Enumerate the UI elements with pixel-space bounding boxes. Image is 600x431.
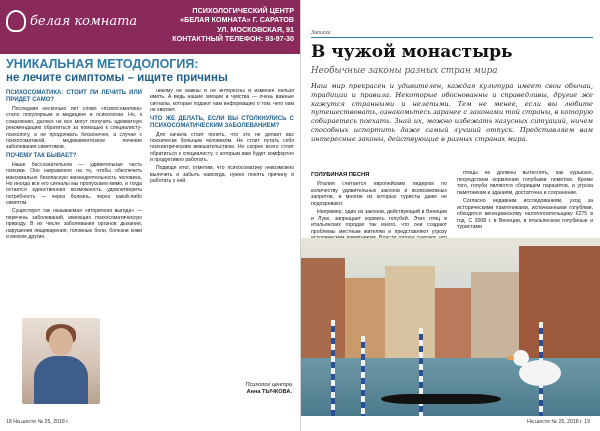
article-lead: Наш мир прекрасен и удивителен, каждая культура имеет свои обычаи, традиции и правила. Некоторые обоснованны и справедливы, другие же кажутся странными и нелепыми. Тем не менее, если вы любите путешествовать, ознакомьтесь заранее с законами той страны, в которую собираетесь поехать. Знай их, можно избежать казусных ситуаций, ничем способных испортить даже самый лучший отпуск. Представляем вам интересные законы, действующие в разных странах мира. <box>311 82 593 143</box>
rubric-rule <box>311 37 593 38</box>
building <box>435 288 471 358</box>
paragraph: Подводя итог, отметим, что психосоматику невозможно вылечить и забыть навсегда, нужно понять причину и работать с ней. <box>150 165 294 185</box>
mooring-pole <box>361 336 365 416</box>
author-signature <box>246 382 292 396</box>
pigeon-icon <box>511 346 567 390</box>
header-banner <box>0 0 300 54</box>
section-rubric: Записки <box>311 30 331 36</box>
building <box>519 246 600 358</box>
author-role: Психолог центра <box>245 382 292 388</box>
logo-mark-icon <box>6 10 26 32</box>
psychologist-photo <box>22 318 100 404</box>
paragraph: Последние несколько лет слово «психосоматика» стало популярным в медицине и психологии. Но, к сожалению, далеко не все могут получить адекватную рекомендацию обратиться за помощью к специалисту-психологу, а не продолжать бесконечно, а случае с психосоматикой, медикаментозное лечение заболевания симптомов. <box>6 106 142 151</box>
building <box>345 278 385 358</box>
section-heading: ПОЧЕМУ ТАК БЫВАЕТ? <box>6 152 77 159</box>
pigeon-beak <box>507 356 514 360</box>
article-title: В чужой монастырь <box>311 42 513 62</box>
paragraph: Италия считается европейским лидером по количеству удивительных законов и всевозможных запретов, и многие из которых туристы даже не подозревают. <box>311 181 447 207</box>
center-contact-info <box>144 6 294 44</box>
paragraph: Наше бессознательное — удивительная часть психики. Оно направлено на то, чтобы обеспечить максимально безопасную жизнедеятельность человека. Но иногда все его сигналы мы пропускаем мимо, и тогда остается единственная возможность удовлетворить потребность — через болезнь, через какой-либо симптом. <box>6 161 142 207</box>
article-column-2 <box>150 88 294 186</box>
center-phone: КОНТАКТНЫЙ ТЕЛЕФОН: 93-97-30 <box>172 34 294 44</box>
section-heading: ЧТО ЖЕ ДЕЛАТЬ, ЕСЛИ ВЫ СТОЛКНУЛИСЬ С ПСИХОСОМАТИЧЕСКИМ ЗАБОЛЕВАНИЕМ? <box>150 115 294 129</box>
venice-photo <box>301 238 600 416</box>
center-brand-city: «БЕЛАЯ КОМНАТА» Г. САРАТОВ <box>180 15 294 25</box>
paragraph: никому не важны и не интересны и изменее нельзя иметь. А ведь нашие эмоции и чувства — очень важные сигналы, которые подают нам информацию о том, чего нам не хватает. <box>150 88 294 114</box>
paragraph: птицы не должны вытеснять, как курьезно, посредством кормления голубыми помётом. Кроме того, голуби являются сборищем паразитов, и угроза памятникам и зданиям, достаточна и сохранение. <box>457 170 593 196</box>
paragraph: Например, один из законов, действующий в Венеции и Луке, запрещает кормить голубей. Этих птиц в итальянских городах так много, что они создают проблемы местным жителям и представляют угрозу <box>311 208 447 235</box>
article-column-1 <box>6 88 142 242</box>
author-name: Анна ТЫЧКОВА. <box>246 389 292 395</box>
pigeon-head <box>513 350 529 366</box>
photo-figure-body <box>34 356 88 404</box>
paragraph: Для начала стоит понять, что это не делает вас психически больным человеком. Не стоит путать себя психиатрическим вмешательством. Но скорее всего стоит обратиться к специалисту, с которым вам будет комфортно и продуктивно работать. <box>150 131 294 164</box>
building <box>385 266 435 358</box>
article-subtitle: Необычные законы разных стран мира <box>311 66 498 76</box>
logo-text: белая комната <box>30 14 138 29</box>
section-heading: ПСИХОСОМАТИКА: СТОИТ ЛИ ЛЕЧИТЬ ИЛИ ПРИДЕТ САМО? <box>6 90 142 103</box>
photo-figure-head <box>49 328 73 356</box>
section-heading: ГОЛУБИНАЯ ПЕСНЯ <box>311 172 370 178</box>
mooring-pole <box>331 320 335 416</box>
headline-secondary: не лечите симптомы – ищите причины <box>6 71 228 84</box>
logo <box>6 8 138 38</box>
center-address: УЛ. МОСКОВСКАЯ, 91 <box>217 24 294 34</box>
article-headline <box>6 58 296 85</box>
right-page <box>300 0 600 431</box>
center-name: ПСИХОЛОГИЧЕСКИЙ ЦЕНТР <box>192 6 294 15</box>
building <box>301 258 345 358</box>
article-column-2 <box>457 170 593 233</box>
page-footer-right: На шесте № 25, 2018 г. 19 <box>527 419 590 425</box>
headline-main: УНИКАЛЬНАЯ МЕТОДОЛОГИЯ: <box>6 57 199 71</box>
paragraph: Согласно недавним исследованиям, уход за историческими памятниками, испачканными голубями, обходится венецианскому налогоплательщику €275 в год. С 2008 г. в Венеции, в итальянском голубиные и туристами <box>457 197 593 231</box>
paragraph: Существует так называемая «вторичная выгода» — перечень заболеваний, имеющих психосоматическую природу. В их числе заболевания органов дыхания, нарушения пищеварения, головные боли, болезни кожи и многие другие. <box>6 208 142 240</box>
page-footer-left: 18 На шесте № 25, 2018 г. <box>6 419 69 425</box>
gondola <box>381 394 501 404</box>
